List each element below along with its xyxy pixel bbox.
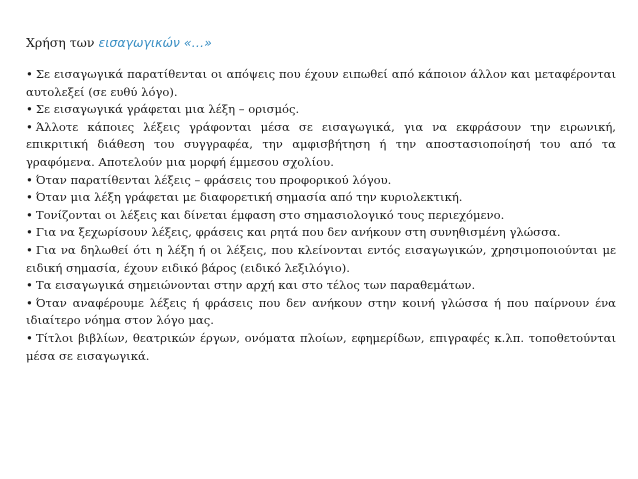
bullet-dot: • xyxy=(26,172,33,187)
bullet-text: Για να ξεχωρίσουν λέξεις, φράσεις και ρητά που δεν ανήκουν στη συνηθισμένη γλώσσα. xyxy=(35,225,561,240)
bullet-dot: • xyxy=(26,295,33,310)
bullet-item xyxy=(26,66,616,101)
bullet-text: Όταν αναφέρουμε λέξεις ή φράσεις που δεν ανήκουν στην κοινή γλώσσα ή που παίρνουν ένα ιδιαίτερο νόημα στον λόγο μας. xyxy=(26,295,616,328)
bullet-text: Τα εισαγωγικά σημειώνονται στην αρχή και στο τέλος των παραθεμάτων. xyxy=(35,278,476,293)
bullet-dot: • xyxy=(26,278,33,293)
bullet-item xyxy=(26,172,616,190)
title-prefix: Χρήση των xyxy=(26,35,95,50)
bullet-item xyxy=(26,119,616,172)
bullet-item xyxy=(26,242,616,277)
bullet-dot: • xyxy=(26,67,33,81)
bullet-text: Τονίζονται οι λέξεις και δίνεται έμφαση στο σημασιολογικό τους περιεχόμενο. xyxy=(35,207,505,222)
bullet-item xyxy=(26,207,616,225)
bullet-text: Όταν παρατίθενται λέξεις – φράσεις του προφορικού λόγου. xyxy=(35,172,392,187)
bullet-item xyxy=(26,101,616,119)
bullet-item xyxy=(26,189,616,207)
bullet-text: Όταν μια λέξη γράφεται με διαφορετική σημασία από την κυριολεκτική. xyxy=(35,190,463,205)
bullet-dot: • xyxy=(26,225,33,240)
bullet-item xyxy=(26,295,616,330)
slide-title xyxy=(26,34,616,52)
slide-content xyxy=(26,34,616,365)
bullet-item xyxy=(26,224,616,242)
bullet-item xyxy=(26,330,616,365)
title-accent: εισαγωγικών «…» xyxy=(98,35,212,50)
bullet-item xyxy=(26,277,616,295)
bullet-dot: • xyxy=(26,190,33,205)
bullet-dot: • xyxy=(26,330,33,345)
bullet-text: Τίτλοι βιβλίων, θεατρικών έργων, ονόματα πλοίων, εφημερίδων, επιγραφές κ.λπ. τοποθετούνται μέσα σε εισαγωγικά. xyxy=(26,330,616,363)
bullet-dot: • xyxy=(26,242,33,257)
bullet-text: Για να δηλωθεί ότι η λέξη ή οι λέξεις, που κλείνονται εντός εισαγωγικών, χρησιμοποιούνται με ειδική σημασία, έχουν ειδικό βάρος (ειδικό λεξιλόγιο). xyxy=(26,242,616,275)
bullet-text: Σε εισαγωγικά γράφεται μια λέξη – ορισμός. xyxy=(35,102,300,117)
bullet-text: Σε εισαγωγικά παρατίθενται οι απόψεις που έχουν ειπωθεί από κάποιον άλλον και μεταφέρονται αυτολεξεί (σε ευθύ λόγο). xyxy=(26,67,616,99)
bullet-text: Άλλοτε κάποιες λέξεις γράφονται μέσα σε εισαγωγικά, για να εκφράσουν την ειρωνική, επικριτική διάθεση του συγγραφέα, την αμφισβήτηση ή την αποστασιοποίησή του από τα γραφόμενα. Αποτελούν μια μορφή έμμεσου σχολίου. xyxy=(26,119,616,169)
bullet-dot: • xyxy=(26,207,33,222)
bullet-dot: • xyxy=(26,102,33,117)
bullet-list xyxy=(26,66,616,365)
bullet-dot: • xyxy=(26,119,33,134)
